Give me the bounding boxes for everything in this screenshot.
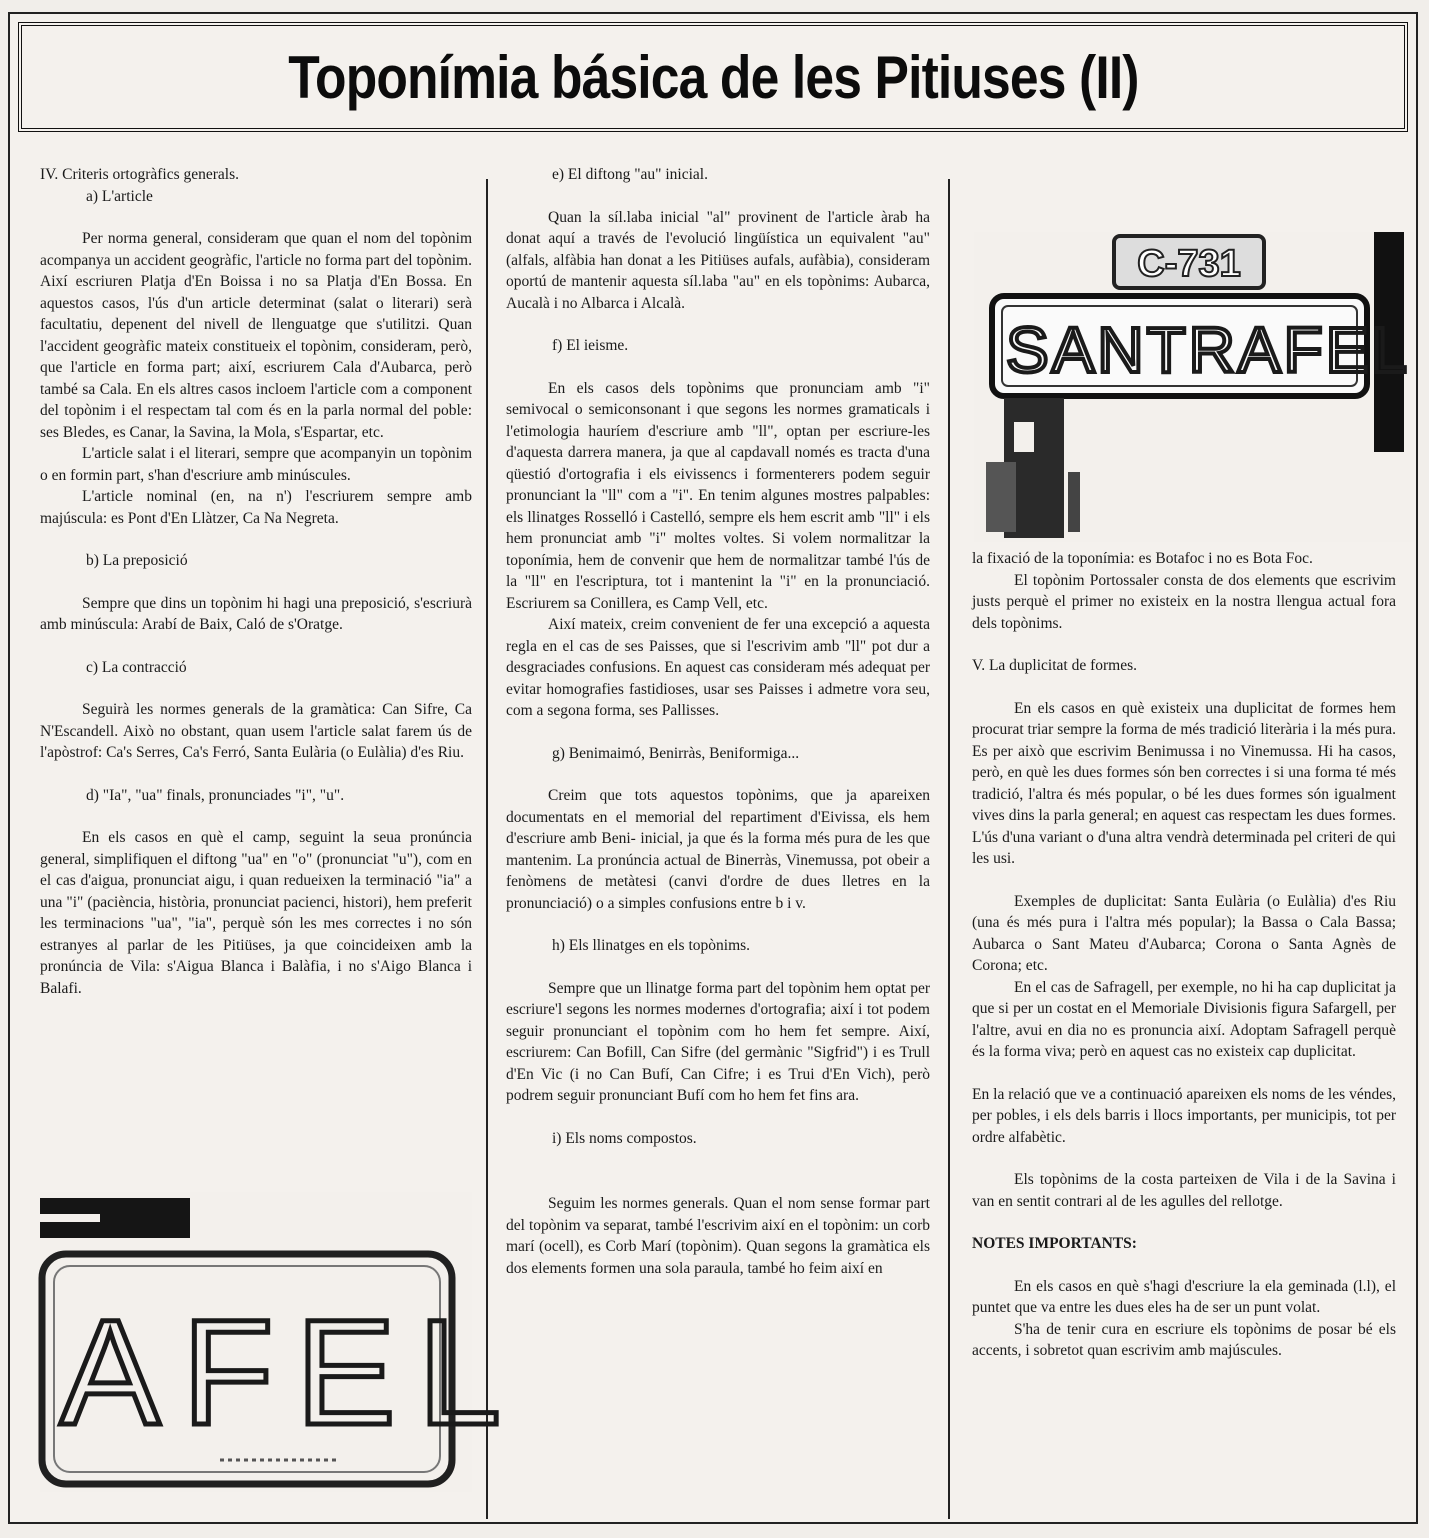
subsection-heading: h) Els llinatges en els topònims. bbox=[552, 937, 751, 954]
paragraph: L'article nominal (en, na n') l'escriurem sempre amb majúscula: es Pont d'En Llàtzer, Ca Na Negreta. bbox=[40, 488, 472, 527]
paragraph: S'ha de tenir cura en escriure els topònims de posar bé els accents, i sobretot quan escrivim amb majúscules. bbox=[972, 1320, 1396, 1359]
paragraph: Per norma general, consideram que quan el nom del topònim acompanya un accident geogràfic, l'article no forma part del topònim. Així escriuren Platja d'En Boissa i no sa Platja d'En Bossa. En aquestos casos, l'ús d'un article determinat (salat o literari) serà facultatiu, depenent del nivell de llenguatge que s'utilitzi. Quan l'accident geogràfic mateix constitueix el topònim, consideram, però, que l'article en forma part; així, escriurem Cala d'Aubarca, però també sa Cala. En els altres casos incloem l'article com a component del topònim i el respectam tal com és en la parla normal del poble: ses Bledes, es Canar, la Savina, la Mola, s'Espartar, etc. bbox=[40, 230, 472, 441]
road-plate-text: C-731 bbox=[1137, 243, 1241, 285]
page-title: Toponímia básica de les Pitiuses (II) bbox=[287, 43, 1139, 111]
subsection-heading: a) L'article bbox=[86, 187, 153, 205]
subsection-heading: g) Benimaimó, Benirràs, Beniformiga... bbox=[552, 744, 800, 762]
sign-text: SANTRAFEL bbox=[1006, 314, 1410, 386]
paragraph: En els casos en què el camp, seguint la seua pronúncia general, simplifiquen el diftong "ua" en "o" (pronunciat "u"), com en el cas d'aigua, pronunciat aigu, i quan redueixen la terminació "ia" a una "i" (paciència, història, pronunciat pacienci, histori), hem preferit les terminacions "ua", "ia", perquè són les mes correctes i no són estranyes al parlar de les Pitiüses, ja que coincideixen amb la pronúncia de Vila: s'Aigua Blanca i Balàfia, i no s'Aigo Blanca i Balafi. bbox=[40, 829, 472, 997]
paragraph: En els casos en què existeix una duplicitat de formes hem procurat triar sempre la forma de més tradició literària i la més pura. Es per això que escrivim Benimussa i no Vinemussa. Hi ha casos, però, en què les dues formes són ben correctes i si una forma té més tradició, l'altra és més popular, o bé les dues formes són igualment vives dins la parla general; en aquest cas respectam les dues formes. L'ús d'una variant o d'una altra vendrà determinada pel criteri de qui les usi. bbox=[972, 699, 1396, 867]
paragraph: Sempre que un llinatge forma part del topònim hem optat per escriure'l segons les normes modernes d'ortografia; així i tot podem seguir pronunciant el topònim com ho hem fet sempre. Així, escriurem: Can Bofill, Can Sifre (del germànic "Sigfrid") i es Trull d'En Vic (i no Can Bufí, Can Cifre; i es Trui d'En Vich), però podrem seguir pronunciant Bufí com ho hem fet fins ara. bbox=[506, 979, 930, 1104]
column-2 bbox=[506, 164, 930, 1514]
paragraph: Així mateix, creim convenient de fer una excepció a aquesta regla en el cas de ses Paisses, que si l'escrivim amb "ll" pot dur a desgraciades confusions. En aquest cas consideram més adequat per evitar homografies fastidioses, usar ses Paisses i admetre vora seu, com a segona forma, ses Pallisses. bbox=[506, 616, 930, 719]
paragraph: En el cas de Safragell, per exemple, no hi ha cap duplicitat ja que si per un costat en el Memoriale Divisionis figura Safargell, per l'altre, avui en dia no es pronuncia així. Adoptam Safragell perquè és la forma viva; però en aquest cas no existeix cap duplicitat. bbox=[972, 978, 1396, 1060]
subsection-heading: e) El diftong "au" inicial. bbox=[552, 166, 708, 183]
paragraph: Seguim les normes generals. Quan el nom sense formar part del topònim va separat, també l'escrivim així en el topònim: un corb marí (ocell), es Corb Marí (topònim). Quan segons la gramàtica els dos elements formen una sola paraula, també ho feim així en bbox=[506, 1195, 930, 1277]
paragraph: En els casos dels topònims que pronunciam amb "i" semivocal o semiconsonant i que segons les normes gramaticals i l'etimologia hauríem d'escriure amb "ll", optan per escriure-les d'aquesta darrera manera, ja que al capdavall només es tracta d'una qüestió d'ortografia i els eivissencs i formenterers podem seguir pronunciant la "ll" com a "i". En tenim algunes mostres palpables: els llinatges Rosselló i Castelló, sempre els hem escrit amb "ll" i els hem pronunciat amb "i" moltes voltes. Si volem normalitzar la toponímia, hem de convenir que hem de normalitzar també l'ús de la "ll" en l'escriptura, tot i mantenint la "i" en la pronunciació. Escriurem sa Conillera, es Camp Vell, etc. bbox=[506, 379, 930, 612]
paragraph: Sempre que dins un topònim hi hagi una preposició, s'escriurà amb minúscula: Arabí de Baix, Caló de s'Oratge. bbox=[40, 594, 472, 633]
paragraph: Els topònims de la costa parteixen de Vila i de la Savina i van en sentit contrari al de les agulles del rellotge. bbox=[972, 1171, 1396, 1210]
sign-fragment-image bbox=[40, 1192, 524, 1492]
subsection-heading: i) Els noms compostos. bbox=[552, 1129, 697, 1147]
column-3 bbox=[972, 164, 1396, 1514]
subsection-heading: b) La preposició bbox=[86, 552, 188, 569]
paragraph: L'article salat i el literari, sempre que acompanyin un topònim o en formin part, s'han d'escriure amb minúscules. bbox=[40, 445, 472, 484]
paragraph: la fixació de la toponímia: es Botafoc i no es Bota Foc. bbox=[972, 550, 1313, 567]
paragraph: Seguirà les normes generals de la gramàtica: Can Sifre, Ca N'Escandell. Això no obstant, quan usem l'article salat farem ús de l'apòstrof: Ca's Serres, Ca's Ferró, Santa Eulària (o Eulàlia) d'es Riu. bbox=[40, 701, 472, 761]
paragraph: En la relació que ve a continuació apareixen els noms de les véndes, per pobles, i els dels barris i llocs importants, per municipis, tot per ordre alfabètic. bbox=[972, 1085, 1396, 1146]
street-sign-photo-left bbox=[40, 1192, 524, 1492]
subsection-heading: c) La contracció bbox=[86, 658, 187, 676]
newspaper-page bbox=[8, 12, 1418, 1524]
sign-text: AFEL bbox=[60, 1288, 524, 1456]
paragraph: Creim que tots aquestos topònims, que ja apareixen documentats en el memorial del repartiment d'Eivissa, els hem d'escriure amb Beni- inicial, ja que és la forma més pura de les que mantenim. La pronúncia actual de Binerràs, Vinemussa, pot obeir a fenòmens de metàtesi (canvi d'ordre de dues lletres en la pronunciació) o a simples confusions entre b i v. bbox=[506, 787, 930, 912]
notes-heading: NOTES IMPORTANTS: bbox=[972, 1235, 1137, 1252]
title-box bbox=[18, 22, 1408, 132]
paragraph: Exemples de duplicitat: Santa Eulària (o Eulàlia) d'es Riu (una és més pura i l'altra més popular); la Bassa o Cala Bassa; Aubarca o Sant Mateu d'Aubarca; Corona o Santa Agnès de Corona; etc. bbox=[972, 892, 1396, 974]
section-heading: IV. Criteris ortogràfics generals. bbox=[40, 166, 240, 183]
paragraph: Quan la síl.laba inicial "al" provinent de l'article àrab ha donat aquí a través de l'evolució lingüística un equivalent "au" (alfals, alfàbia han donat a les Pitiüses aufals, aufàbia), consideram oportú de mantenir aquesta síl.laba "au" en els topònims: Aubarca, Aucalà i no Albarca i Alcalà. bbox=[506, 208, 930, 312]
section-heading: V. La duplicitat de formes. bbox=[972, 657, 1138, 674]
paragraph: El topònim Portossaler consta de dos elements que escrivim justs perquè el primer no existeix en la nostra llengua actual fora dels topònims. bbox=[972, 571, 1396, 632]
paragraph: En els casos en què s'hagi d'escriure la ela geminada (l.l), el puntet que va entre les dues eles ha de ser un punt volat. bbox=[972, 1277, 1396, 1316]
subsection-heading: f) El ieisme. bbox=[552, 337, 629, 354]
column-divider bbox=[948, 179, 950, 1519]
subsection-heading: d) "Ia", "ua" finals, pronunciades "i", "u". bbox=[86, 786, 345, 804]
